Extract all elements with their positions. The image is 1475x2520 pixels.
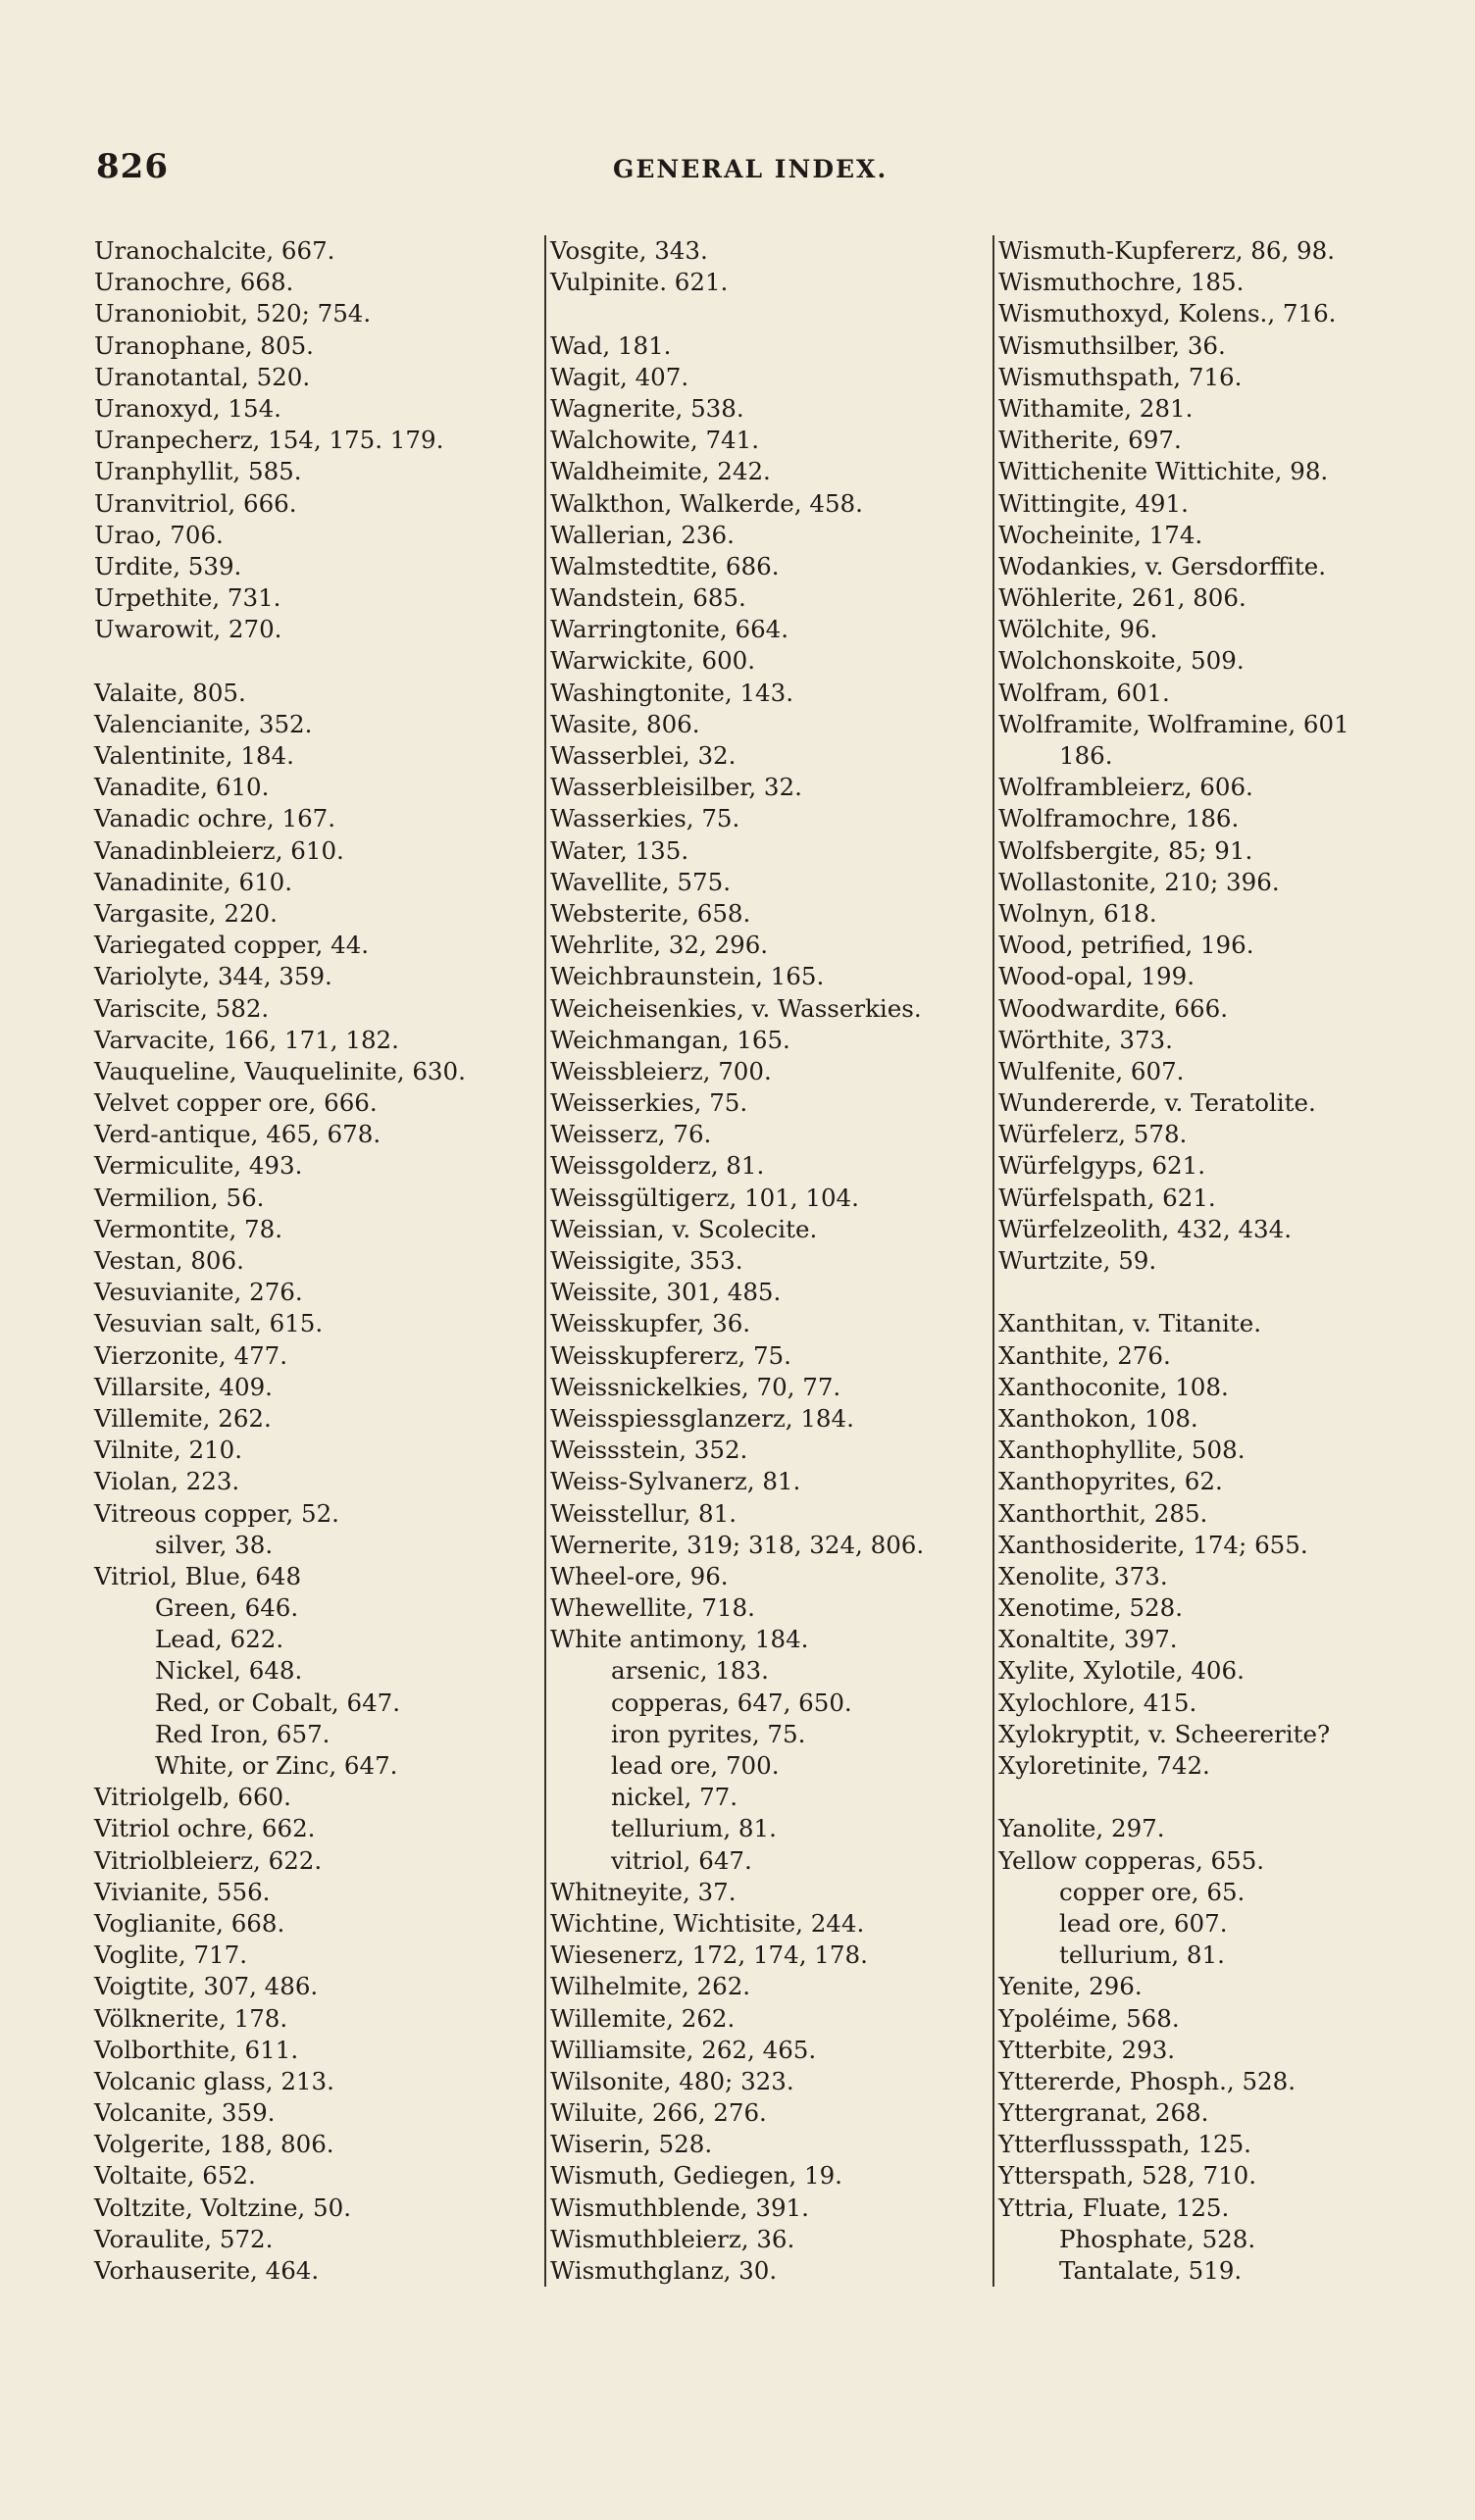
index-entry: Würfelspath, 621. bbox=[998, 1183, 1216, 1212]
index-entry: Voglianite, 668. bbox=[94, 1908, 285, 1938]
index-entry: Xanthite, 276. bbox=[998, 1340, 1171, 1370]
index-subentry: arsenic, 183. bbox=[611, 1656, 769, 1686]
index-entry: Wolfram, 601. bbox=[998, 678, 1170, 707]
index-entry: Vanadite, 610. bbox=[94, 773, 270, 802]
index-entry: Volgerite, 188, 806. bbox=[94, 2130, 334, 2159]
index-entry: Wolframochre, 186. bbox=[998, 804, 1240, 833]
index-subentry: tellurium, 81. bbox=[611, 1814, 777, 1843]
index-entry: Vanadinite, 610. bbox=[94, 867, 293, 896]
index-entry: Walkthon, Walkerde, 458. bbox=[550, 488, 863, 518]
index-entry: Woodwardite, 666. bbox=[998, 993, 1228, 1023]
index-entry: Wöhlerite, 261, 806. bbox=[998, 583, 1246, 613]
index-entry: Variscite, 582. bbox=[94, 993, 270, 1023]
index-entry: Weissigite, 353. bbox=[550, 1246, 743, 1275]
section-gap bbox=[94, 645, 526, 677]
index-entry: Vestan, 806. bbox=[94, 1246, 244, 1275]
index-entry: Wiesenerz, 172, 174, 178. bbox=[550, 1940, 868, 1970]
index-entry: Weisstellur, 81. bbox=[550, 1498, 738, 1528]
index-entry: Xylochlore, 415. bbox=[998, 1688, 1197, 1717]
page-header bbox=[0, 147, 1475, 196]
index-column-2 bbox=[544, 235, 992, 2287]
index-entry: Vauqueline, Vauquelinite, 630. bbox=[94, 1056, 466, 1085]
index-entry: Vulpinite. 621. bbox=[550, 268, 729, 297]
index-entry: Volborthite, 611. bbox=[94, 2035, 299, 2064]
index-entry: Yellow copperas, 655. bbox=[998, 1845, 1265, 1875]
index-entry: Wolfsbergite, 85; 91. bbox=[998, 835, 1253, 865]
index-entry: Walmstedtite, 686. bbox=[550, 551, 780, 580]
running-head: GENERAL INDEX. bbox=[613, 155, 889, 183]
index-entry: Variolyte, 344, 359. bbox=[94, 962, 332, 991]
index-entry: Xanthorthit, 285. bbox=[998, 1498, 1208, 1528]
index-entry: Varvacite, 166, 171, 182. bbox=[94, 1025, 399, 1054]
index-entry: Wolchonskoite, 509. bbox=[998, 646, 1245, 676]
index-entry: Willemite, 262. bbox=[550, 2003, 736, 2033]
index-entry: Weissgültigerz, 101, 104. bbox=[550, 1183, 859, 1212]
index-entry: Villarsite, 409. bbox=[94, 1372, 273, 1401]
index-entry: Xylokryptit, v. Scheererite? bbox=[998, 1719, 1331, 1748]
index-entry: Xyloretinite, 742. bbox=[998, 1751, 1210, 1780]
index-entry: Wurtzite, 59. bbox=[998, 1246, 1157, 1275]
index-entry: Vierzonite, 477. bbox=[94, 1340, 288, 1370]
index-entry: Vesuvian salt, 615. bbox=[94, 1309, 324, 1338]
index-entry: Wocheinite, 174. bbox=[998, 520, 1203, 549]
index-entry: Voraulite, 572. bbox=[94, 2224, 274, 2253]
index-entry: Warwickite, 600. bbox=[550, 646, 756, 676]
index-entry: Wismuthbleierz, 36. bbox=[550, 2224, 795, 2253]
index-entry: Vesuvianite, 276. bbox=[94, 1278, 303, 1307]
index-entry: Wolframbleierz, 606. bbox=[998, 773, 1253, 802]
index-entry: Whitneyite, 37. bbox=[550, 1877, 737, 1906]
index-entry: Xenotime, 528. bbox=[998, 1593, 1184, 1623]
index-entry: Xanthokon, 108. bbox=[998, 1403, 1198, 1433]
index-entry: Urao, 706. bbox=[94, 520, 224, 549]
index-entry: Wittichenite Wittichite, 98. bbox=[998, 457, 1329, 486]
index-entry: Wolnyn, 618. bbox=[998, 898, 1157, 928]
index-subentry: Phosphate, 528. bbox=[1059, 2224, 1256, 2253]
index-entry: Vitriolgelb, 660. bbox=[94, 1783, 291, 1812]
index-entry: Xonaltite, 397. bbox=[998, 1625, 1178, 1654]
index-entry: Weiss-Sylvanerz, 81. bbox=[550, 1467, 801, 1496]
index-entry: Xanthitan, v. Titanite. bbox=[998, 1309, 1261, 1338]
index-entry: Wavellite, 575. bbox=[550, 867, 731, 896]
index-entry: Wörthite, 373. bbox=[998, 1025, 1173, 1054]
index-entry: Wilhelmite, 262. bbox=[550, 1972, 751, 2001]
section-gap bbox=[550, 298, 992, 329]
index-entry: Walchowite, 741. bbox=[550, 426, 760, 455]
index-entry: Vermontite, 78. bbox=[94, 1214, 282, 1243]
index-entry: Wallerian, 236. bbox=[550, 520, 735, 549]
index-entry: Yttria, Fluate, 125. bbox=[998, 2192, 1230, 2222]
index-entry: Weissnickelkies, 70, 77. bbox=[550, 1372, 841, 1401]
index-entry: Wood, petrified, 196. bbox=[998, 931, 1254, 960]
index-subentry: copperas, 647, 650. bbox=[611, 1688, 852, 1717]
index-entry: Xanthosiderite, 174; 655. bbox=[998, 1530, 1308, 1559]
index-entry: Wulfenite, 607. bbox=[998, 1056, 1185, 1085]
index-entry: Velvet copper ore, 666. bbox=[94, 1088, 378, 1118]
index-entry: Wismuthsilber, 36. bbox=[998, 330, 1226, 360]
index-entry: Websterite, 658. bbox=[550, 898, 751, 928]
index-entry: Ypoléime, 568. bbox=[998, 2003, 1180, 2033]
index-entry: Variegated copper, 44. bbox=[94, 931, 370, 960]
index-entry: Wagit, 407. bbox=[550, 362, 689, 391]
index-entry: Ytterbite, 293. bbox=[998, 2035, 1176, 2064]
index-entry: Wad, 181. bbox=[550, 330, 672, 360]
index-entry: Xylite, Xylotile, 406. bbox=[998, 1656, 1245, 1686]
index-entry: Voglite, 717. bbox=[94, 1940, 248, 1970]
index-entry: Wasserbleisilber, 32. bbox=[550, 773, 802, 802]
index-entry: White antimony, 184. bbox=[550, 1625, 809, 1654]
index-entry: Weichmangan, 165. bbox=[550, 1025, 790, 1054]
index-entry: Uranoniobit, 520; 754. bbox=[94, 299, 372, 328]
index-entry: Würfelerz, 578. bbox=[998, 1120, 1188, 1149]
index-entry: Weissstein, 352. bbox=[550, 1436, 748, 1465]
index-entry: Yttergranat, 268. bbox=[998, 2098, 1209, 2128]
index-entry: Wagnerite, 538. bbox=[550, 393, 744, 423]
index-entry: Voigtite, 307, 486. bbox=[94, 1972, 319, 2001]
index-entry: Uwarowit, 270. bbox=[94, 615, 282, 644]
index-subentry: Red Iron, 657. bbox=[155, 1719, 331, 1748]
section-gap bbox=[998, 1277, 1450, 1308]
index-entry: Volcanite, 359. bbox=[94, 2098, 276, 2128]
index-entry: Vanadinbleierz, 610. bbox=[94, 835, 344, 865]
index-entry: Yenite, 296. bbox=[998, 1972, 1143, 2001]
index-entry: Wismuthochre, 185. bbox=[998, 268, 1245, 297]
index-subentry: White, or Zinc, 647. bbox=[155, 1751, 398, 1780]
index-subentry: Nickel, 648. bbox=[155, 1656, 303, 1686]
index-subentry: tellurium, 81. bbox=[1059, 1940, 1225, 1970]
index-subentry: copper ore, 65. bbox=[1059, 1877, 1246, 1906]
page-number: 826 bbox=[96, 147, 169, 186]
index-entry: Villemite, 262. bbox=[94, 1403, 272, 1433]
index-entry: Urpethite, 731. bbox=[94, 583, 281, 613]
index-entry: Wismuthblende, 391. bbox=[550, 2192, 809, 2222]
index-entry: Washingtonite, 143. bbox=[550, 678, 793, 707]
index-entry: Volcanic glass, 213. bbox=[94, 2066, 334, 2095]
index-entry: Weisserz, 76. bbox=[550, 1120, 712, 1149]
index-entry: Uranotantal, 520. bbox=[94, 362, 311, 391]
index-entry: Weissian, v. Scolecite. bbox=[550, 1214, 818, 1243]
index-entry: Wismuthspath, 716. bbox=[998, 362, 1243, 391]
index-entry: Vitriol ochre, 662. bbox=[94, 1814, 316, 1843]
index-entry: Weichbraunstein, 165. bbox=[550, 962, 825, 991]
section-gap bbox=[998, 1782, 1450, 1813]
index-entry: Valentinite, 184. bbox=[94, 741, 294, 770]
index-entry: Xenolite, 373. bbox=[998, 1561, 1168, 1590]
index-entry: Wundererde, v. Teratolite. bbox=[998, 1088, 1316, 1118]
index-entry: Wasite, 806. bbox=[550, 709, 700, 738]
index-entry: Vermilion, 56. bbox=[94, 1183, 265, 1212]
index-entry: Wodankies, v. Gersdorffite. bbox=[998, 551, 1327, 580]
index-entry: Ytterflussspath, 125. bbox=[998, 2130, 1251, 2159]
index-entry: Violan, 223. bbox=[94, 1467, 240, 1496]
index-subentry: Lead, 622. bbox=[155, 1625, 284, 1654]
index-column-3 bbox=[992, 235, 1450, 2287]
index-entry: Warringtonite, 664. bbox=[550, 615, 789, 644]
index-entry: Wiserin, 528. bbox=[550, 2130, 713, 2159]
index-entry: Wismuthoxyd, Kolens., 716. bbox=[998, 299, 1337, 328]
index-entry: Witherite, 697. bbox=[998, 426, 1182, 455]
index-subentry: 186. bbox=[1059, 741, 1113, 770]
index-entry: Vargasite, 220. bbox=[94, 898, 278, 928]
index-entry: Vosgite, 343. bbox=[550, 236, 708, 265]
index-entry: Völknerite, 178. bbox=[94, 2003, 288, 2033]
index-subentry: iron pyrites, 75. bbox=[611, 1719, 806, 1748]
index-entry: Wood-opal, 199. bbox=[998, 962, 1195, 991]
index-entry: Weisskupfererz, 75. bbox=[550, 1340, 791, 1370]
index-subentry: Tantalate, 519. bbox=[1059, 2256, 1243, 2285]
index-entry: Withamite, 281. bbox=[998, 393, 1194, 423]
index-entry: Uranophane, 805. bbox=[94, 330, 314, 360]
index-subentry: Red, or Cobalt, 647. bbox=[155, 1688, 401, 1717]
index-entry: Wheel-ore, 96. bbox=[550, 1561, 729, 1590]
index-entry: Xanthoconite, 108. bbox=[998, 1372, 1229, 1401]
index-entry: Voltzite, Voltzine, 50. bbox=[94, 2192, 351, 2222]
index-subentry: nickel, 77. bbox=[611, 1783, 738, 1812]
index-entry: Weisskupfer, 36. bbox=[550, 1309, 751, 1338]
index-entry: Wandstein, 685. bbox=[550, 583, 746, 613]
index-entry: Wollastonite, 210; 396. bbox=[998, 867, 1280, 896]
index-entry: Vermiculite, 493. bbox=[94, 1151, 303, 1181]
index-entry: Würfelgyps, 621. bbox=[998, 1151, 1205, 1181]
index-entry: Valaite, 805. bbox=[94, 678, 246, 707]
index-entry: Vitreous copper, 52. bbox=[94, 1498, 339, 1528]
index-entry: Uranpecherz, 154, 175. 179. bbox=[94, 426, 444, 455]
index-entry: Wehrlite, 32, 296. bbox=[550, 931, 769, 960]
index-entry: Vanadic ochre, 167. bbox=[94, 804, 336, 833]
index-entry: Weicheisenkies, v. Wasserkies. bbox=[550, 993, 922, 1023]
index-entry: Xanthopyrites, 62. bbox=[998, 1467, 1223, 1496]
index-entry: Yanolite, 297. bbox=[998, 1814, 1165, 1843]
index-entry: Valencianite, 352. bbox=[94, 709, 313, 738]
index-entry: Yttererde, Phosph., 528. bbox=[998, 2066, 1297, 2095]
index-column-1 bbox=[94, 235, 526, 2287]
index-entry: Wismuthglanz, 30. bbox=[550, 2256, 778, 2285]
index-subentry: Green, 646. bbox=[155, 1593, 299, 1623]
index-entry: Uranochalcite, 667. bbox=[94, 236, 335, 265]
index-entry: Weissite, 301, 485. bbox=[550, 1278, 782, 1307]
index-entry: Wiluite, 266, 276. bbox=[550, 2098, 767, 2128]
index-subentry: lead ore, 700. bbox=[611, 1751, 780, 1780]
index-entry: Wernerite, 319; 318, 324, 806. bbox=[550, 1530, 925, 1559]
index-entry: Wilsonite, 480; 323. bbox=[550, 2066, 794, 2095]
index-entry: Waldheimite, 242. bbox=[550, 457, 771, 486]
index-entry: Wismuth-Kupfererz, 86, 98. bbox=[998, 236, 1335, 265]
index-entry: Williamsite, 262, 465. bbox=[550, 2035, 817, 2064]
index-entry: Wolframite, Wolframine, 601 bbox=[998, 709, 1349, 738]
index-entry: Weisspiessglanzerz, 184. bbox=[550, 1403, 854, 1433]
index-entry: Vitriol, Blue, 648 bbox=[94, 1561, 302, 1590]
index-entry: Vilnite, 210. bbox=[94, 1436, 243, 1465]
index-entry: Vivianite, 556. bbox=[94, 1877, 271, 1906]
index-entry: Weisserkies, 75. bbox=[550, 1088, 748, 1118]
index-entry: Würfelzeolith, 432, 434. bbox=[998, 1214, 1293, 1243]
index-entry: Whewellite, 718. bbox=[550, 1593, 755, 1623]
index-subentry: vitriol, 647. bbox=[611, 1845, 752, 1875]
index-entry: Urdite, 539. bbox=[94, 551, 242, 580]
index-entry: Uranochre, 668. bbox=[94, 268, 294, 297]
index-entry: Wismuth, Gediegen, 19. bbox=[550, 2161, 842, 2191]
index-subentry: silver, 38. bbox=[155, 1530, 274, 1559]
index-entry: Wasserblei, 32. bbox=[550, 741, 737, 770]
index-entry: Uranphyllit, 585. bbox=[94, 457, 302, 486]
index-entry: Vorhauserite, 464. bbox=[94, 2256, 320, 2285]
index-entry: Wölchite, 96. bbox=[998, 615, 1158, 644]
index-entry: Ytterspath, 528, 710. bbox=[998, 2161, 1257, 2191]
index-subentry: lead ore, 607. bbox=[1059, 1908, 1228, 1938]
index-entry: Verd-antique, 465, 678. bbox=[94, 1120, 381, 1149]
index-entry: Wittingite, 491. bbox=[998, 488, 1189, 518]
index-entry: Uranoxyd, 154. bbox=[94, 393, 281, 423]
index-entry: Wichtine, Wichtisite, 244. bbox=[550, 1908, 865, 1938]
index-entry: Voltaite, 652. bbox=[94, 2161, 256, 2191]
index-entry: Xanthophyllite, 508. bbox=[998, 1436, 1246, 1465]
index-entry: Wasserkies, 75. bbox=[550, 804, 740, 833]
index-entry: Water, 135. bbox=[550, 835, 689, 865]
index-entry: Weissgolderz, 81. bbox=[550, 1151, 765, 1181]
index-entry: Uranvitriol, 666. bbox=[94, 488, 297, 518]
index-entry: Weissbleierz, 700. bbox=[550, 1056, 772, 1085]
index-entry: Vitriolbleierz, 622. bbox=[94, 1845, 323, 1875]
